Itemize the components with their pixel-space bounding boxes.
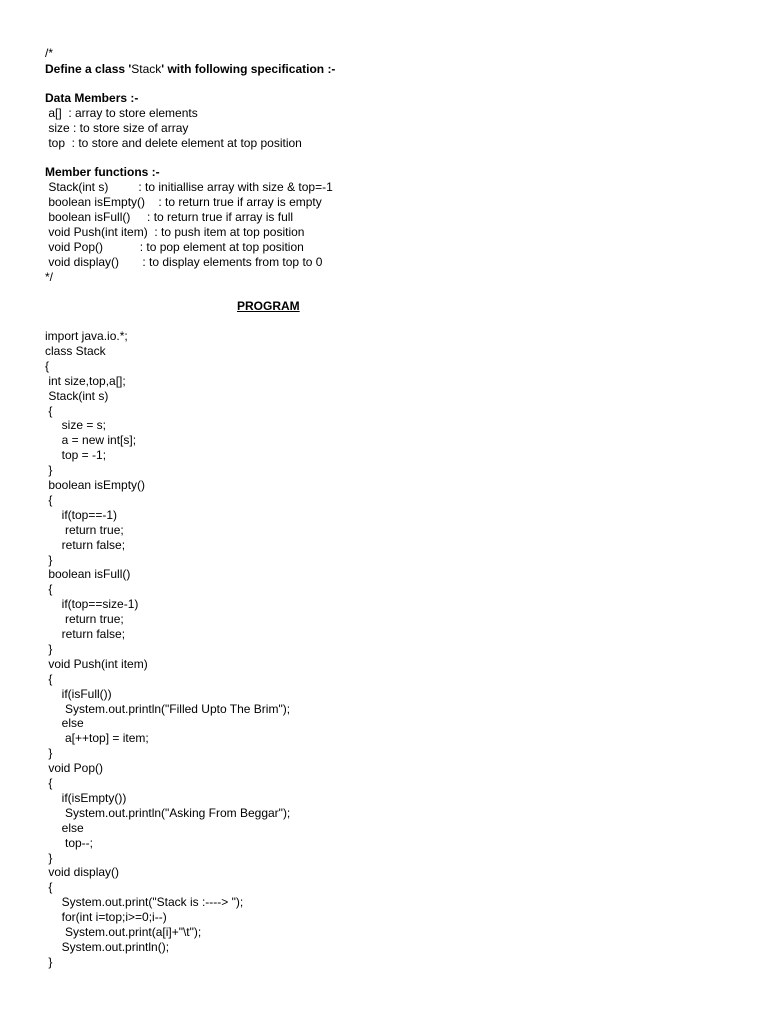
code-line: else: [45, 716, 84, 730]
code-line: System.out.println("Asking From Beggar");: [45, 806, 291, 820]
code-line: a = new int[s];: [45, 433, 137, 447]
code-line: }: [45, 463, 53, 477]
code-line: import java.io.*;: [45, 329, 128, 343]
code-line: return false;: [45, 627, 126, 641]
code-line: for(int i=top;i>=0;i--): [45, 910, 167, 924]
code-line: int size,top,a[];: [45, 374, 126, 388]
member-function-item: void Push(int item) : to push item at top position: [45, 225, 305, 239]
code-line: {: [45, 359, 50, 373]
code-line: boolean isFull(): [45, 567, 131, 581]
code-line: if(top==size-1): [45, 597, 139, 611]
spec-title-class: Stack: [131, 62, 162, 76]
code-line: {: [45, 672, 53, 686]
code-line: System.out.print("Stack is :----> ");: [45, 895, 244, 909]
code-line: {: [45, 493, 53, 507]
code-line: System.out.println("Filled Upto The Brim");: [45, 702, 291, 716]
code-line: class Stack: [45, 344, 106, 358]
code-line: void Pop(): [45, 761, 104, 775]
code-line: {: [45, 582, 53, 596]
code-line: {: [45, 880, 53, 894]
data-member-item: size : to store size of array: [45, 121, 189, 135]
code-line: }: [45, 746, 53, 760]
code-line: if(isFull()): [45, 687, 112, 701]
code-line: {: [45, 776, 53, 790]
code-line: void display(): [45, 865, 120, 879]
code-line: size = s;: [45, 418, 107, 432]
code-line: }: [45, 955, 53, 969]
code-line: System.out.println();: [45, 940, 170, 954]
code-line: boolean isEmpty(): [45, 478, 146, 492]
code-line: return true;: [45, 612, 124, 626]
code-line: Stack(int s): [45, 389, 109, 403]
member-function-item: void Pop() : to pop element at top position: [45, 240, 304, 254]
comment-open: /*: [45, 46, 54, 60]
code-line: return false;: [45, 538, 126, 552]
code-line: if(top==-1): [45, 508, 118, 522]
code-line: }: [45, 553, 53, 567]
code-line: a[++top] = item;: [45, 731, 149, 745]
code-line: return true;: [45, 523, 124, 537]
code-line: void Push(int item): [45, 657, 148, 671]
code-line: {: [45, 404, 53, 418]
spec-title: [45, 62, 335, 76]
code-line: }: [45, 851, 53, 865]
data-members-heading: Data Members :-: [45, 91, 139, 105]
data-member-item: a[] : array to store elements: [45, 106, 198, 120]
spec-title-prefix: Define a class ': [45, 62, 132, 76]
spec-title-suffix: ' with following specification :-: [161, 62, 336, 76]
code-line: System.out.print(a[i]+"\t");: [45, 925, 202, 939]
code-line: }: [45, 642, 53, 656]
program-heading: PROGRAM: [237, 299, 300, 313]
code-line: if(isEmpty()): [45, 791, 127, 805]
member-function-item: void display() : to display elements from top to 0: [45, 255, 323, 269]
code-line: else: [45, 821, 84, 835]
data-member-item: top : to store and delete element at top position: [45, 136, 302, 150]
code-line: top = -1;: [45, 448, 107, 462]
member-function-item: boolean isEmpty() : to return true if array is empty: [45, 195, 322, 209]
member-function-item: Stack(int s) : to initiallise array with size & top=-1: [45, 180, 333, 194]
comment-close: */: [45, 270, 54, 284]
member-function-item: boolean isFull() : to return true if array is full: [45, 210, 294, 224]
member-functions-heading: Member functions :-: [45, 165, 160, 179]
code-line: top--;: [45, 836, 94, 850]
